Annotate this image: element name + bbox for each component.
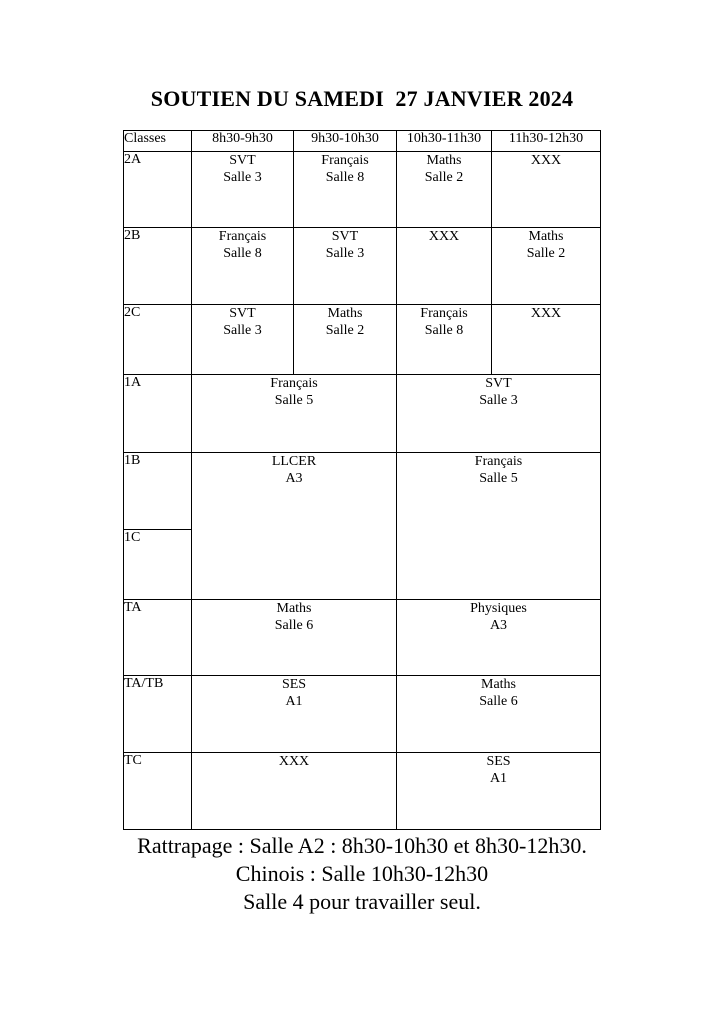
footer-rattrapage: Rattrapage : Salle A2 : 8h30-10h30 et 8h30-12h30. bbox=[137, 833, 587, 858]
row-label: TA bbox=[124, 600, 192, 676]
row-label: 2C bbox=[124, 305, 192, 375]
row-label: 1A bbox=[124, 375, 192, 453]
room: A3 bbox=[489, 618, 508, 633]
room: Salle 8 bbox=[424, 323, 464, 338]
room: Salle 6 bbox=[274, 618, 314, 633]
session-cell bbox=[397, 375, 601, 453]
session-cell bbox=[492, 152, 601, 228]
subject: Français bbox=[270, 376, 318, 391]
session-cell bbox=[192, 453, 397, 600]
subject: Français bbox=[218, 229, 267, 244]
subject: SES bbox=[281, 677, 307, 692]
session-cell bbox=[397, 600, 601, 676]
session-cell bbox=[192, 305, 294, 375]
subject: Maths bbox=[327, 306, 363, 321]
row-label: 1C bbox=[124, 530, 192, 600]
table-row bbox=[124, 152, 601, 228]
header-slot-3: 10h30-11h30 bbox=[397, 131, 492, 152]
table-row bbox=[124, 375, 601, 453]
header-slot-1: 8h30-9h30 bbox=[192, 131, 294, 152]
subject: Maths bbox=[426, 153, 462, 168]
header-slot-4: 11h30-12h30 bbox=[492, 131, 601, 152]
room: Salle 3 bbox=[325, 246, 365, 261]
subject: SVT bbox=[485, 376, 512, 391]
session-cell bbox=[192, 676, 397, 753]
subject: SES bbox=[486, 754, 511, 769]
subject: XXX bbox=[278, 754, 310, 769]
room: Salle 3 bbox=[479, 393, 518, 408]
room: Salle 3 bbox=[223, 170, 262, 185]
table-row bbox=[124, 305, 601, 375]
subject: LLCER bbox=[271, 454, 317, 469]
row-label: 2B bbox=[124, 228, 192, 305]
subject: XXX bbox=[530, 153, 562, 168]
room: Salle 5 bbox=[274, 393, 314, 408]
session-cell bbox=[192, 600, 397, 676]
session-cell bbox=[397, 753, 601, 830]
subject: Français bbox=[420, 306, 468, 321]
room: Salle 2 bbox=[325, 323, 365, 338]
table-row bbox=[124, 676, 601, 753]
footer-salle-4: Salle 4 pour travailler seul. bbox=[243, 889, 481, 914]
session-cell bbox=[192, 152, 294, 228]
room: A1 bbox=[285, 694, 303, 709]
row-label: 2A bbox=[124, 152, 192, 228]
table-row bbox=[124, 600, 601, 676]
subject: Maths bbox=[276, 601, 312, 616]
subject: Maths bbox=[481, 677, 516, 692]
schedule-table bbox=[123, 130, 601, 830]
room: Salle 6 bbox=[479, 694, 518, 709]
table-row bbox=[124, 753, 601, 830]
room: Salle 5 bbox=[479, 471, 518, 486]
subject: Français bbox=[474, 454, 523, 469]
room: Salle 3 bbox=[223, 323, 262, 338]
row-label: 1B bbox=[124, 453, 192, 530]
session-cell bbox=[397, 453, 601, 600]
footer-chinois: Chinois : Salle 10h30-12h30 bbox=[235, 861, 489, 886]
row-label: TC bbox=[124, 753, 192, 830]
room: Salle 2 bbox=[526, 246, 566, 261]
room: A1 bbox=[489, 771, 508, 786]
subject: XXX bbox=[530, 306, 562, 321]
subject: SVT bbox=[229, 306, 256, 321]
page-title: SOUTIEN DU SAMEDI 27 JANVIER 2024 bbox=[150, 86, 574, 111]
session-cell bbox=[397, 305, 492, 375]
session-cell bbox=[192, 753, 397, 830]
room: Salle 8 bbox=[223, 246, 262, 261]
session-cell bbox=[397, 228, 492, 305]
row-label: TA/TB bbox=[124, 676, 192, 753]
session-cell bbox=[397, 676, 601, 753]
session-cell bbox=[397, 152, 492, 228]
session-cell bbox=[492, 228, 601, 305]
subject: SVT bbox=[229, 153, 256, 168]
subject: XXX bbox=[428, 229, 460, 244]
session-cell bbox=[192, 375, 397, 453]
table-row bbox=[124, 453, 601, 530]
subject: Maths bbox=[528, 229, 564, 244]
header-slot-2: 9h30-10h30 bbox=[294, 131, 397, 152]
header-row bbox=[124, 131, 601, 152]
session-cell bbox=[294, 152, 397, 228]
room: Salle 2 bbox=[424, 170, 464, 185]
subject: Physiques bbox=[470, 601, 527, 616]
table-row bbox=[124, 228, 601, 305]
session-cell bbox=[294, 305, 397, 375]
room: A3 bbox=[285, 471, 303, 486]
subject: SVT bbox=[331, 229, 359, 244]
subject: Français bbox=[321, 153, 369, 168]
header-classes: Classes bbox=[124, 131, 192, 152]
session-cell bbox=[492, 305, 601, 375]
room: Salle 8 bbox=[325, 170, 365, 185]
session-cell bbox=[294, 228, 397, 305]
session-cell bbox=[192, 228, 294, 305]
